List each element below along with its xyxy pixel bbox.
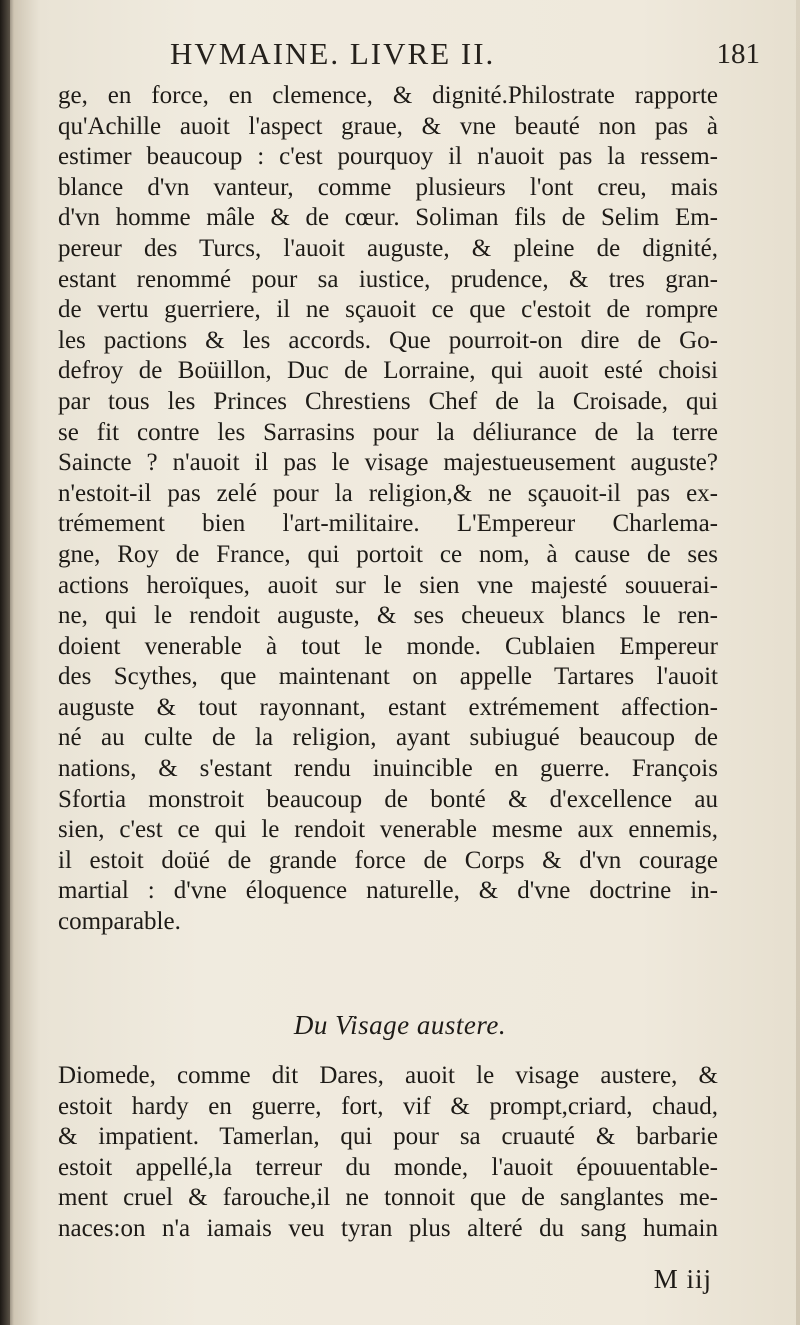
text-line: auguste & tout rayonnant, estant extrémement affection- <box>58 693 718 721</box>
text-line: se fit contre les Sarrasins pour la déliurance de la terre <box>58 418 718 446</box>
main-text-block <box>58 81 718 938</box>
text-line: gne, Roy de France, qui portoit ce nom, à cause de ses <box>58 540 718 568</box>
running-head: HVMAINE. LIVRE II. <box>170 36 496 71</box>
text-line: qu'Achille auoit l'aspect graue, & vne beauté non pas à <box>58 112 718 140</box>
text-line: Sfortia monstroit beaucoup de bonté & d'excellence au <box>58 785 718 813</box>
text-line: martial : d'vne éloquence naturelle, & d'vne doctrine in- <box>58 877 718 905</box>
text-line: n'estoit-il pas zelé pour la religion,& ne sçauoit-il pas ex- <box>58 479 718 507</box>
text-line: naces:on n'a iamais veu tyran plus alteré du sang humain <box>58 1214 718 1242</box>
text-line: né au culte de la religion, ayant subiugué beaucoup de <box>58 724 718 752</box>
text-line: ne, qui le rendoit auguste, & ses cheueux blancs le ren- <box>58 602 718 630</box>
text-line-last: comparable. <box>58 908 181 936</box>
text-line: estoit appellé,la terreur du monde, l'auoit épouuentable- <box>58 1153 718 1181</box>
text-line: defroy de Boüillon, Duc de Lorraine, qui auoit esté choisi <box>58 357 718 385</box>
page-gutter-shadow <box>0 0 10 1325</box>
section-title: Du Visage austere. <box>293 1010 507 1040</box>
page-header <box>140 36 760 80</box>
text-line: actions heroïques, auoit sur le sien vne majesté souuerai- <box>58 571 718 599</box>
text-line: ge, en force, en clemence, & dignité.Philostrate rapporte <box>58 82 718 109</box>
text-line: Saincte ? n'auoit il pas le visage majestueusement auguste? <box>58 449 718 477</box>
text-line: blance d'vn vanteur, comme plusieurs l'ont creu, mais <box>58 173 718 201</box>
text-line: pereur des Turcs, l'auoit auguste, & pleine de dignité, <box>58 234 718 262</box>
text-line: estimer beaucoup : c'est pourquoy il n'auoit pas la ressem- <box>58 143 718 171</box>
text-line: trémement bien l'art-militaire. L'Empereur Charlema- <box>58 510 718 538</box>
text-line: & impatient. Tamerlan, qui pour sa cruauté & barbarie <box>58 1123 718 1151</box>
text-line: nations, & s'estant rendu inuincible en guerre. François <box>58 755 718 783</box>
text-line: d'vn homme mâle & de cœur. Soliman fils de Selim Em- <box>58 204 718 232</box>
text-line: de vertu guerriere, il ne sçauoit ce que c'estoit de rompre <box>58 296 718 324</box>
text-line: les pactions & les accords. Que pourroit-on dire de Go- <box>58 326 718 354</box>
text-line: doient venerable à tout le monde. Cublaien Empereur <box>58 632 718 660</box>
text-line: des Scythes, que maintenant on appelle Tartares l'auoit <box>58 663 718 691</box>
text-line: Diomede, comme dit Dares, auoit le visage austere, & <box>58 1062 718 1089</box>
page-number: 181 <box>716 38 760 70</box>
signature-mark: M iij <box>653 1264 712 1294</box>
text-line: estant renommé pour sa iustice, prudence, & tres gran- <box>58 265 718 293</box>
text-line: par tous les Princes Chrestiens Chef de la Croisade, qui <box>58 387 718 415</box>
page-edge <box>796 0 800 1325</box>
text-line: ment cruel & farouche,il ne tonnoit que de sanglantes me- <box>58 1184 718 1212</box>
text-line: il estoit doüé de grande force de Corps & d'vn courage <box>58 846 718 874</box>
section-text-block <box>58 1061 718 1245</box>
text-line: sien, c'est ce qui le rendoit venerable mesme aux ennemis, <box>58 816 718 844</box>
text-line: estoit hardy en guerre, fort, vif & prompt,criard, chaud, <box>58 1092 718 1120</box>
